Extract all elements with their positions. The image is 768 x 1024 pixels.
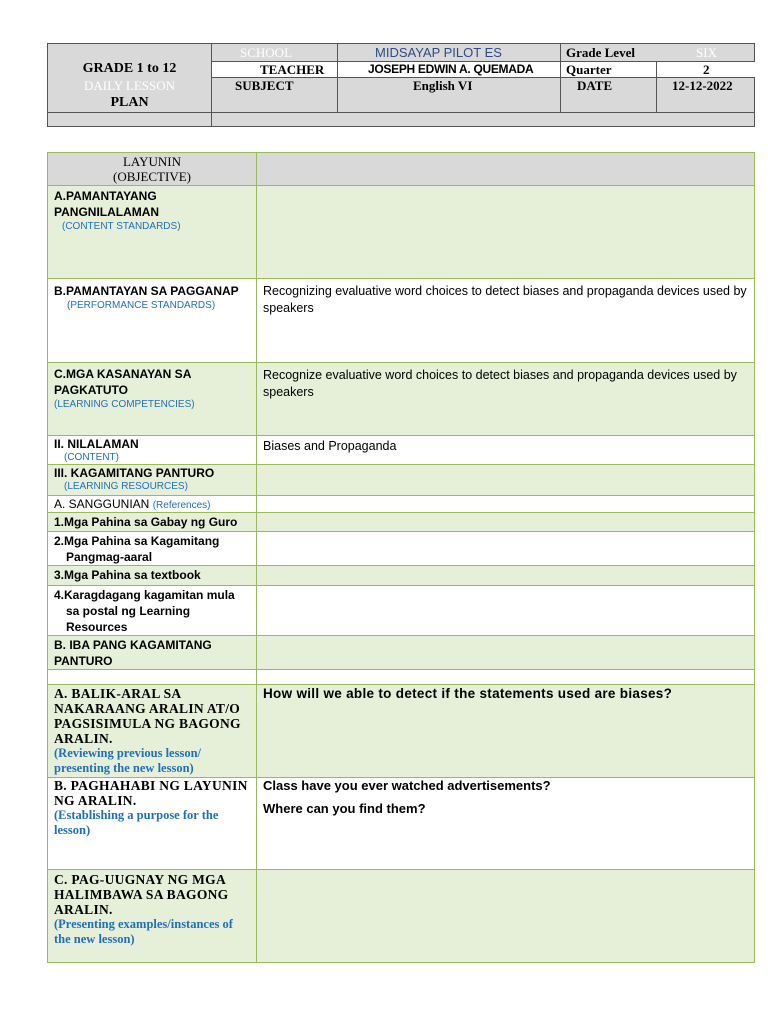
- row-label-cell: [48, 870, 257, 962]
- row-value: [257, 566, 754, 585]
- row-sublabel: (Reviewing previous lesson/ presenting the new lesson): [54, 746, 201, 775]
- table-row-other-materials: [48, 635, 754, 669]
- row-label: B. IBA PANG KAGAMITANG PANTURO: [54, 638, 212, 668]
- lesson-plan-header: [47, 43, 755, 127]
- table-spacer-row: [48, 669, 754, 684]
- row-sublabel-line2: the new lesson): [54, 932, 135, 946]
- school-value: MIDSAYAP PILOT ES: [375, 45, 502, 60]
- header-bottom-row: [48, 112, 754, 127]
- row-label: III. KAGAMITANG PANTURO: [54, 466, 215, 480]
- row-sublabel: (Presenting examples/instances of: [54, 917, 233, 931]
- row-label-cell: [48, 465, 257, 495]
- row-label: A. SANGGUNIAN: [54, 497, 150, 511]
- row-value: [257, 513, 754, 531]
- row-value: Recognizing evaluative word choices to detect biases and propaganda devices used by speakers: [263, 284, 747, 315]
- table-row-review-lesson: [48, 684, 754, 777]
- table-row-content: [48, 435, 754, 464]
- header-title-line1: GRADE 1 to 12: [82, 61, 177, 76]
- row-label-cell: [48, 778, 257, 869]
- row-label: 1.Mga Pahina sa Gabay ng Guro: [54, 515, 238, 529]
- row-value: How will we able to detect if the statements used are biases?: [263, 686, 673, 701]
- teacher-label: TEACHER: [260, 62, 325, 77]
- row-label-line2: sa postal ng Learning: [66, 604, 191, 618]
- header-rule: [560, 61, 561, 78]
- objective-header-cell: [48, 153, 257, 185]
- row-value: Biases and Propaganda: [263, 439, 397, 453]
- row-label-cell: [48, 532, 257, 565]
- table-row-additional-materials: [48, 585, 754, 635]
- row-label-cell: [48, 279, 257, 362]
- header-title-line3: PLAN: [110, 95, 149, 110]
- quarter-value: 2: [703, 62, 710, 77]
- row-label-cell: [48, 513, 257, 531]
- row-label: C.MGA KASANAYAN SA PAGKATUTO: [54, 367, 191, 397]
- row-label: B.PAMANTAYAN SA PAGGANAP: [54, 284, 239, 298]
- row-value: [257, 636, 754, 669]
- row-value-line2: Where can you find them?: [263, 801, 426, 816]
- header-rule: [211, 113, 212, 127]
- row-value-cell: [257, 685, 754, 777]
- row-value: Recognize evaluative word choices to detect biases and propaganda devices used by speakers: [263, 368, 737, 399]
- table-row-performance-standards: [48, 278, 754, 362]
- header-rule: [656, 61, 657, 78]
- header-info-grid: [211, 44, 755, 112]
- grade-level-label: Grade Level: [566, 45, 635, 60]
- objective-header-sub: (OBJECTIVE): [113, 169, 191, 184]
- row-label: 2.Mga Pahina sa Kagamitang: [54, 534, 220, 548]
- row-sublabel: (References): [152, 500, 211, 511]
- row-label-cell: [48, 586, 257, 635]
- objective-header-value: [257, 153, 754, 185]
- spacer-cell: [48, 670, 257, 684]
- table-row-learning-resources: [48, 464, 754, 495]
- row-label-line2: Pangmag-aaral: [66, 550, 153, 564]
- subject-label: SUBJECT: [235, 78, 294, 93]
- date-value: 12-12-2022: [672, 78, 733, 93]
- row-sublabel: (CONTENT STANDARDS): [62, 221, 181, 232]
- grade-level-value: SIX: [696, 45, 717, 60]
- row-label-cell: [48, 363, 257, 435]
- subject-value: English VI: [413, 78, 473, 93]
- teacher-value: JOSEPH EDWIN A. QUEMADA: [368, 62, 534, 76]
- row-sublabel: (LEARNING COMPETENCIES): [54, 399, 195, 410]
- table-row-textbook-pages: [48, 565, 754, 585]
- row-label: B. PAGHAHABI NG LAYUNIN NG ARALIN.: [54, 778, 248, 808]
- spacer-cell: [257, 670, 754, 684]
- row-value: [257, 586, 754, 635]
- date-label: DATE: [577, 78, 613, 93]
- lesson-plan-table: [47, 152, 755, 963]
- school-label: SCHOOL: [240, 45, 293, 60]
- row-label-cell: [48, 436, 257, 464]
- row-sublabel: (CONTENT): [64, 452, 119, 463]
- row-label: A. BALIK-ARAL SA NAKARAANG ARALIN AT/O PAGSISIMULA NG BAGONG ARALIN.: [54, 686, 241, 746]
- row-label-cell: [48, 685, 257, 777]
- table-row-present-examples: [48, 869, 754, 962]
- header-title-line2: DAILY LESSON: [83, 78, 176, 93]
- table-row-learning-competencies: [48, 362, 754, 435]
- table-row-content-standards: [48, 185, 754, 278]
- row-value-cell: [257, 778, 754, 869]
- quarter-label: Quarter: [566, 62, 612, 77]
- header-rule: [337, 44, 338, 112]
- row-label: II. NILALAMAN: [54, 437, 139, 451]
- table-row-learner-material-pages: [48, 531, 754, 565]
- objective-header-row: [48, 153, 754, 185]
- row-value: [257, 532, 754, 565]
- row-label-cell: [48, 566, 257, 585]
- table-row-references: [48, 495, 754, 512]
- objective-header: LAYUNIN: [122, 154, 182, 169]
- row-value: [257, 496, 754, 512]
- row-label: A.PAMANTAYANG PANGNILALAMAN: [54, 189, 160, 219]
- header-title-block: [48, 44, 211, 112]
- row-value: [257, 186, 754, 278]
- row-label: 3.Mga Pahina sa textbook: [54, 568, 201, 582]
- header-rule: [337, 61, 338, 78]
- row-label-cell: [48, 186, 257, 278]
- row-label: 4.Karagdagang kagamitan mula: [54, 588, 235, 602]
- table-row-teacher-guide-pages: [48, 512, 754, 531]
- row-sublabel: (Establishing a purpose for the lesson): [54, 808, 219, 837]
- row-label-line3: Resources: [66, 620, 128, 634]
- header-rule: [560, 44, 561, 112]
- row-value: [257, 870, 754, 962]
- row-sublabel: (LEARNING RESOURCES): [64, 481, 188, 492]
- row-label-cell: [48, 636, 257, 669]
- header-rule: [212, 61, 755, 62]
- row-value: [257, 465, 754, 495]
- row-label: C. PAG-UUGNAY NG MGA HALIMBAWA SA BAGONG ARALIN.: [54, 872, 229, 917]
- table-row-establish-purpose: [48, 777, 754, 869]
- row-label-cell: [48, 496, 257, 512]
- row-value: Class have you ever watched advertisements?: [263, 778, 551, 793]
- row-sublabel: (PERFORMANCE STANDARDS): [67, 300, 216, 311]
